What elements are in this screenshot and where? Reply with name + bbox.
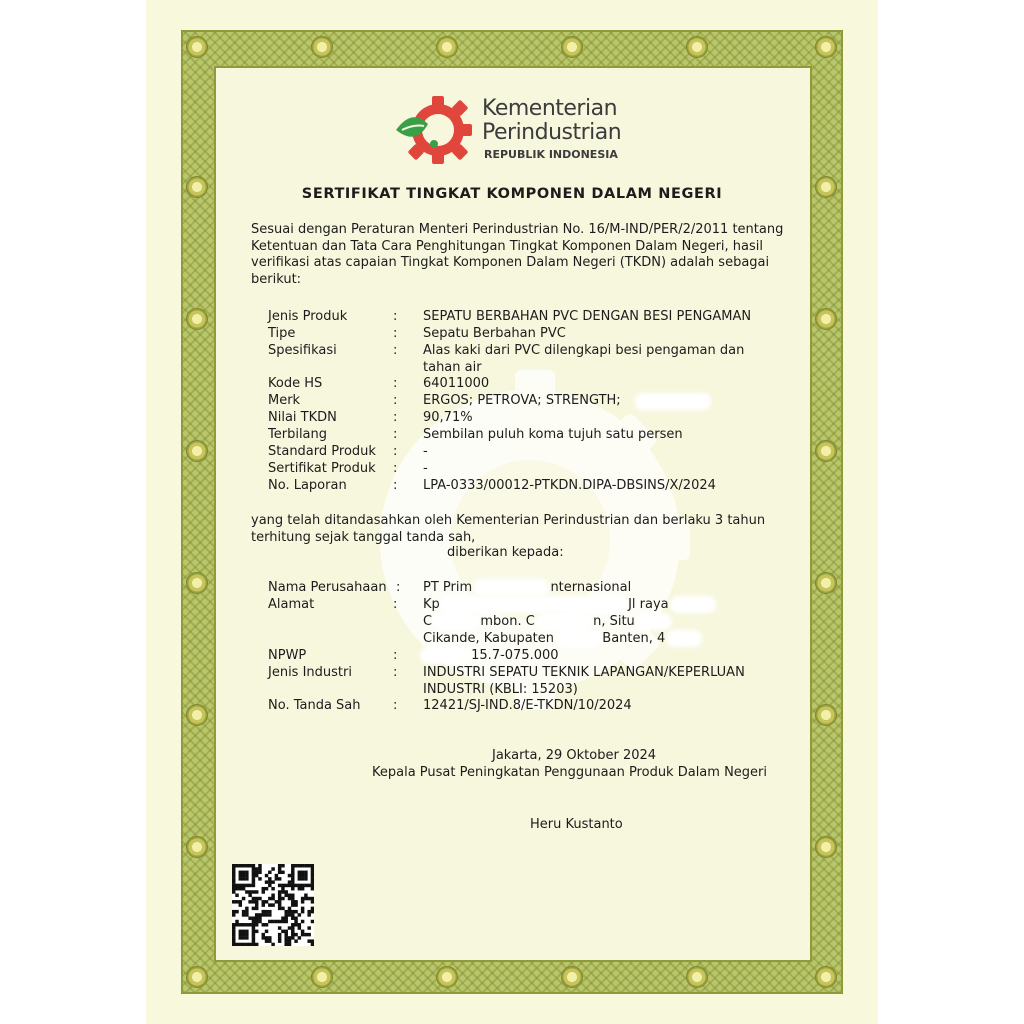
field-separator: : [393,698,398,713]
field-value [423,648,803,665]
redaction [436,616,476,627]
field-value: Sembilan puluh koma tujuh satu persen [423,427,683,442]
field-value: Sepatu Berbahan PVC [423,326,566,341]
company-name-start: PT Prim [423,580,473,595]
garuda-emblem-icon [186,836,208,858]
npwp-value: 15.7-075.000 [471,648,559,663]
signatory-position: Kepala Pusat Peningkatan Penggunaan Produk Dalam Negeri [372,765,767,780]
field-separator: : [393,326,398,341]
field-label: Spesifikasi [268,343,337,358]
field-value [423,580,803,597]
field-value: Alas kaki dari PVC dilengkapi besi pengaman dan tahan air [423,343,745,375]
garuda-emblem-icon [815,176,837,198]
garuda-emblem-icon [686,966,708,988]
garuda-emblem-icon [436,36,458,58]
field-value: INDUSTRI SEPATU TEKNIK LAPANGAN/KEPERLUAN INDUSTRI (KBLI: 15203) [423,665,745,697]
field-label: Kode HS [268,376,323,391]
field-separator: : [393,478,398,493]
field-label: Terbilang [268,427,328,442]
ministry-name-line2: Perindustrian [482,120,622,145]
garuda-emblem-icon [815,308,837,330]
ministry-name-line1: Kementerian [482,96,618,121]
redaction [558,633,598,644]
field-separator: : [393,597,398,612]
garuda-emblem-icon [815,704,837,726]
garuda-emblem-icon [686,36,708,58]
address-line1-start: Kp [423,597,440,612]
field-value: SEPATU BERBAHAN PVC DENGAN BESI PENGAMAN [423,309,752,324]
address-line1-end: Jl raya [628,597,669,612]
field-separator: : [393,343,398,358]
garuda-emblem-icon [815,836,837,858]
field-label: No. Laporan [268,478,347,493]
field-separator: : [393,427,398,442]
field-separator: : [393,410,398,425]
garuda-emblem-icon [186,704,208,726]
address-line2-a: C [423,614,433,629]
field-value [423,614,803,631]
field-separator: : [393,309,398,324]
field-value: 90,71% [423,410,473,425]
field-label: Nilai TKDN [268,410,337,425]
garuda-emblem-icon [815,572,837,594]
field-separator: : [393,648,398,663]
field-value: - [423,444,428,459]
redaction [638,396,708,407]
field-label: No. Tanda Sah [268,698,361,713]
field-value: LPA-0333/00012-PTKDN.DIPA-DBSINS/X/2024 [423,478,716,493]
field-label: Tipe [268,326,296,341]
field-label: Alamat [268,597,315,612]
address-line3-b: Banten, 4 [602,631,666,646]
field-separator: : [393,444,398,459]
redaction [669,633,699,644]
field-value: 64011000 [423,376,490,391]
redaction [639,616,669,627]
field-separator: : [393,461,398,476]
company-name-end: nternasional [550,580,632,595]
field-label: Sertifikat Produk [268,461,376,476]
place-date: Jakarta, 29 Oktober 2024 [492,748,657,763]
qr-code [232,864,314,946]
gear-leaf-logo-icon [394,94,478,168]
garuda-emblem-icon [561,36,583,58]
field-separator: : [393,393,398,408]
field-label: Jenis Industri [268,665,352,680]
ministry-logo [394,94,634,168]
closing-paragraph: yang telah ditandasahkan oleh Kementerian Perindustrian dan berlaku 3 tahun terhitung sejak tanggal tanda sah, [251,513,766,545]
field-value: - [423,461,428,476]
field-separator: : [393,376,398,391]
garuda-emblem-icon [186,440,208,462]
redaction [476,582,546,593]
redaction [539,616,589,627]
garuda-emblem-icon [186,36,208,58]
garuda-emblem-icon [186,572,208,594]
qr-code-icon [232,864,314,946]
field-value: ERGOS; PETROVA; STRENGTH; [423,393,621,408]
field-value [423,631,803,648]
field-value [423,597,803,614]
intro-paragraph: Sesuai dengan Peraturan Menteri Perindustrian No. 16/M-IND/PER/2/2011 tentang Ketentuan dan Tata Cara Penghitungan Tingkat Komponen Dalam Negeri, hasil verifikasi atas capaian Tingkat Komponen Dalam Negeri (TKDN) adalah sebagai berikut: [251,222,784,287]
field-separator: : [396,580,401,595]
garuda-emblem-icon [815,440,837,462]
field-label: Standard Produk [268,444,376,459]
garuda-emblem-icon [186,308,208,330]
field-label: Merk [268,393,301,408]
certificate-title: SERTIFIKAT TINGKAT KOMPONEN DALAM NEGERI [301,186,723,202]
garuda-emblem-icon [311,966,333,988]
redaction [423,650,467,661]
address-line2-b: mbon. C [480,614,535,629]
given-to-label: diberikan kepada: [447,545,564,560]
field-value: 12421/SJ-IND.8/E-TKDN/10/2024 [423,698,632,713]
field-separator: : [393,665,398,680]
ministry-country: REPUBLIK INDONESIA [484,148,618,161]
garuda-emblem-icon [311,36,333,58]
garuda-emblem-icon [815,966,837,988]
signatory-name: Heru Kustanto [530,817,623,832]
garuda-emblem-icon [186,176,208,198]
address-line3-a: Cikande, Kabupaten [423,631,555,646]
redaction [444,599,624,610]
field-label: Nama Perusahaan [268,580,387,595]
garuda-emblem-icon [436,966,458,988]
garuda-emblem-icon [186,966,208,988]
garuda-emblem-icon [561,966,583,988]
address-line2-c: n, Situ [593,614,635,629]
field-label: NPWP [268,648,307,663]
redaction [673,599,713,610]
field-label: Jenis Produk [268,309,348,324]
garuda-emblem-icon [815,36,837,58]
